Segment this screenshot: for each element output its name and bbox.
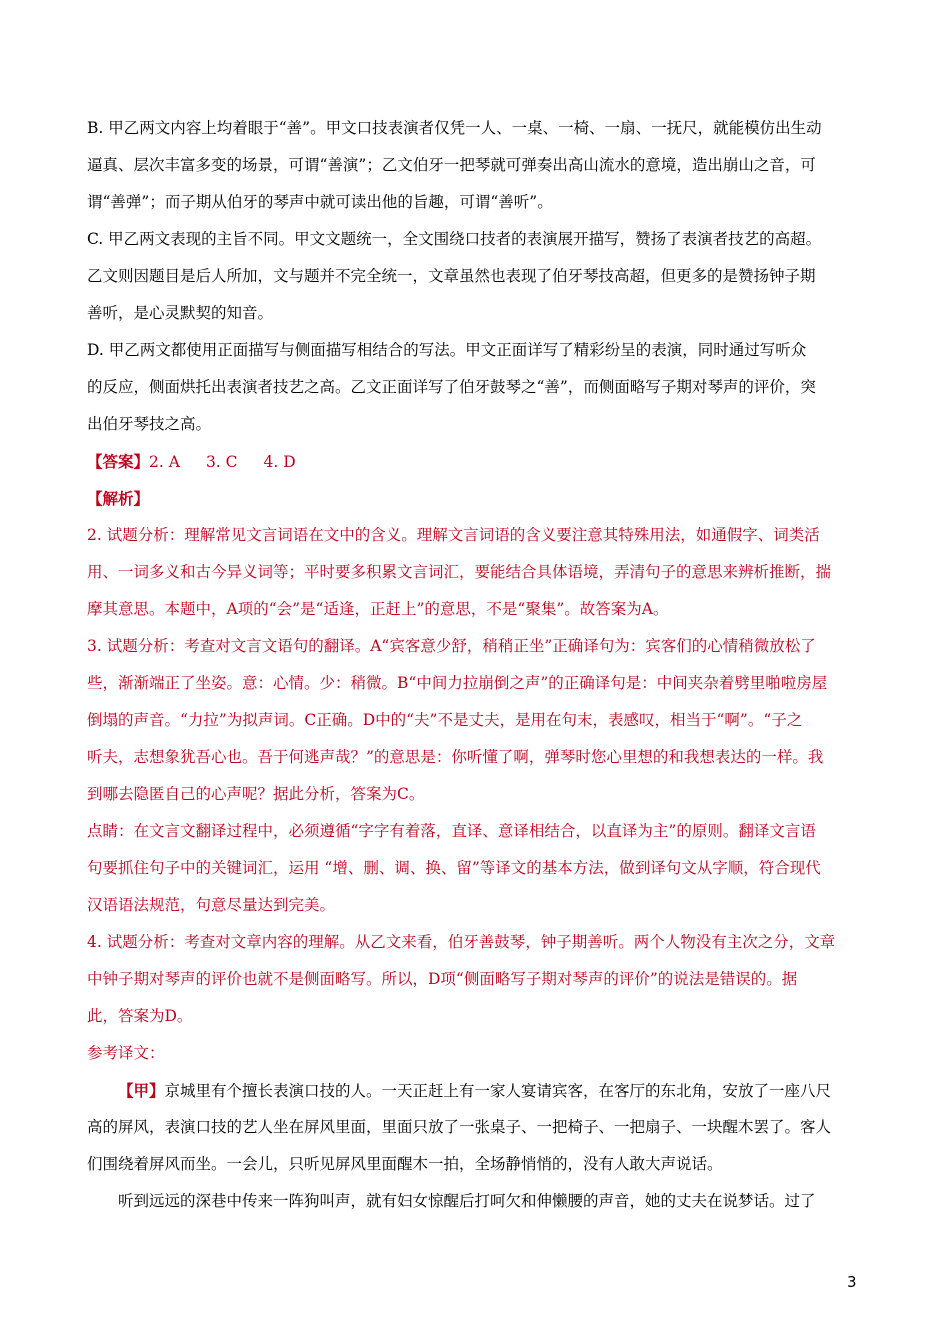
jia-line-2: 高的屏风，表演口技的艺人坐在屏风里面，里面只放了一张桌子、一把椅子、一把扇子、一块醒木罢了。客人 <box>87 1118 832 1136</box>
option-c-line-2: 乙文则因题目是后人所加，文与题并不完全统一，文章虽然也表现了伯牙琴技高超，但更多的是赞扬钟子期 <box>87 267 816 285</box>
jia-paragraph-2-line-1: 听到远远的深巷中传来一阵狗叫声，就有妇女惊醒后打呵欠和伸懒腰的声音，她的丈夫在说梦话。过了 <box>118 1192 816 1210</box>
jia-text-1: 京城里有个擅长表演口技的人。一天正赶上有一家人宴请宾客，在客厅的东北角，安放了一座八尺 <box>164 1082 832 1100</box>
answer-tag: 【答案】 <box>87 452 150 471</box>
q3-line-1: 3. 试题分析：考查对文言文语句的翻译。A“宾客意少舒，稍稍正坐”正确译句为：宾客们的心情稍微放松了 <box>87 637 816 655</box>
q2-line-1: 2. 试题分析：理解常见文言词语在文中的含义。理解文言词语的含义要注意其特殊用法，如通假字、词类活 <box>87 526 820 544</box>
q3-line-3: 倒塌的声音。“力拉”为拟声词。C正确。D中的“夫”不是丈夫，是用在句末，表感叹，相当于“啊”。“子之 <box>87 711 803 729</box>
option-b-line-1: B. 甲乙两文内容上均着眼于“善”。甲文口技表演者仅凭一人、一桌、一椅、一扇、一抚尺，就能模仿出生动 <box>87 119 822 137</box>
q3-line-2: 些，渐渐端正了坐姿。意：心情。少：稍微。B“中间力拉崩倒之声”的正确译句是：中间夹杂着劈里啪啦房屋 <box>87 674 828 692</box>
answer-line <box>87 443 863 480</box>
answer-4: 4. D <box>263 453 296 471</box>
q3-line-4: 听夫，志想象犹吾心也。吾于何逃声哉？”的意思是：你听懂了啊，弹琴时您心里想的和我想表达的一样。我 <box>87 748 824 766</box>
dianjing-line-2: 句要抓住句子中的关键词汇，运用 “增、删、调、换、留”等译文的基本方法，做到译句文从字顺，符合现代 <box>87 859 821 877</box>
q2-line-3: 摩其意思。本题中，A项的“会”是“适逢，正赶上”的意思，不是“聚集”。故答案为A。 <box>87 600 669 618</box>
jia-line-3: 们围绕着屏风而坐。一会儿，只听见屏风里面醒木一拍，全场静悄悄的，没有人敢大声说话。 <box>87 1155 723 1173</box>
option-b-line-3: 谓“善弹”；而子期从伯牙的琴声中就可读出他的旨趣，可谓“善听”。 <box>87 193 553 211</box>
reference-title: 参考译文： <box>87 1044 165 1062</box>
dianjing-line-1: 点睛：在文言文翻译过程中，必须遵循“字字有着落，直译、意译相结合，以直译为主”的原则。翻译文言语 <box>87 822 816 840</box>
q4-line-1: 4. 试题分析：考查对文章内容的理解。从乙文来看，伯牙善鼓琴，钟子期善听。两个人物没有主次之分，文章 <box>87 933 836 951</box>
page-number: 3 <box>847 1273 857 1291</box>
option-d-line-1: D. 甲乙两文都使用正面描写与侧面描写相结合的写法。甲文正面详写了精彩纷呈的表演，同时通过写听众 <box>87 341 807 359</box>
option-b-line-2: 逼真、层次丰富多变的场景，可谓“善演”；乙文伯牙一把琴就可弹奏出高山流水的意境，造出崩山之音，可 <box>87 156 816 174</box>
option-d-line-3: 出伯牙琴技之高。 <box>87 415 212 433</box>
q4-line-3: 此，答案为D。 <box>87 1007 193 1025</box>
option-d-line-2: 的反应，侧面烘托出表演者技艺之高。乙文正面详写了伯牙鼓琴之“善”，而侧面略写子期对琴声的评价，突 <box>87 378 816 396</box>
option-c-line-3: 善听，是心灵默契的知音。 <box>87 304 274 322</box>
analysis-tag: 【解析】 <box>87 489 150 508</box>
dianjing-line-3: 汉语语法规范，句意尽量达到完美。 <box>87 896 336 914</box>
answer-2: 2. A <box>149 453 180 471</box>
document-body <box>87 110 863 1220</box>
answer-3: 3. C <box>205 453 238 471</box>
q4-line-2: 中钟子期对琴声的评价也就不是侧面略写。所以，D项“侧面略写子期对琴声的评价”的说法是错误的。据 <box>87 970 798 988</box>
jia-line-1 <box>87 1072 863 1109</box>
q2-line-2: 用、一词多义和古今异义词等；平时要多积累文言词汇，要能结合具体语境，弄清句子的意思来辨析推断，揣 <box>87 563 832 581</box>
q3-line-5: 到哪去隐匿自己的心声呢？据此分析，答案为C。 <box>87 785 425 803</box>
option-c-line-1: C. 甲乙两文表现的主旨不同。甲文文题统一，全文围绕口技者的表演展开描写，赞扬了表演者技艺的高超。 <box>87 230 822 248</box>
jia-tag: 【甲】 <box>118 1081 165 1100</box>
